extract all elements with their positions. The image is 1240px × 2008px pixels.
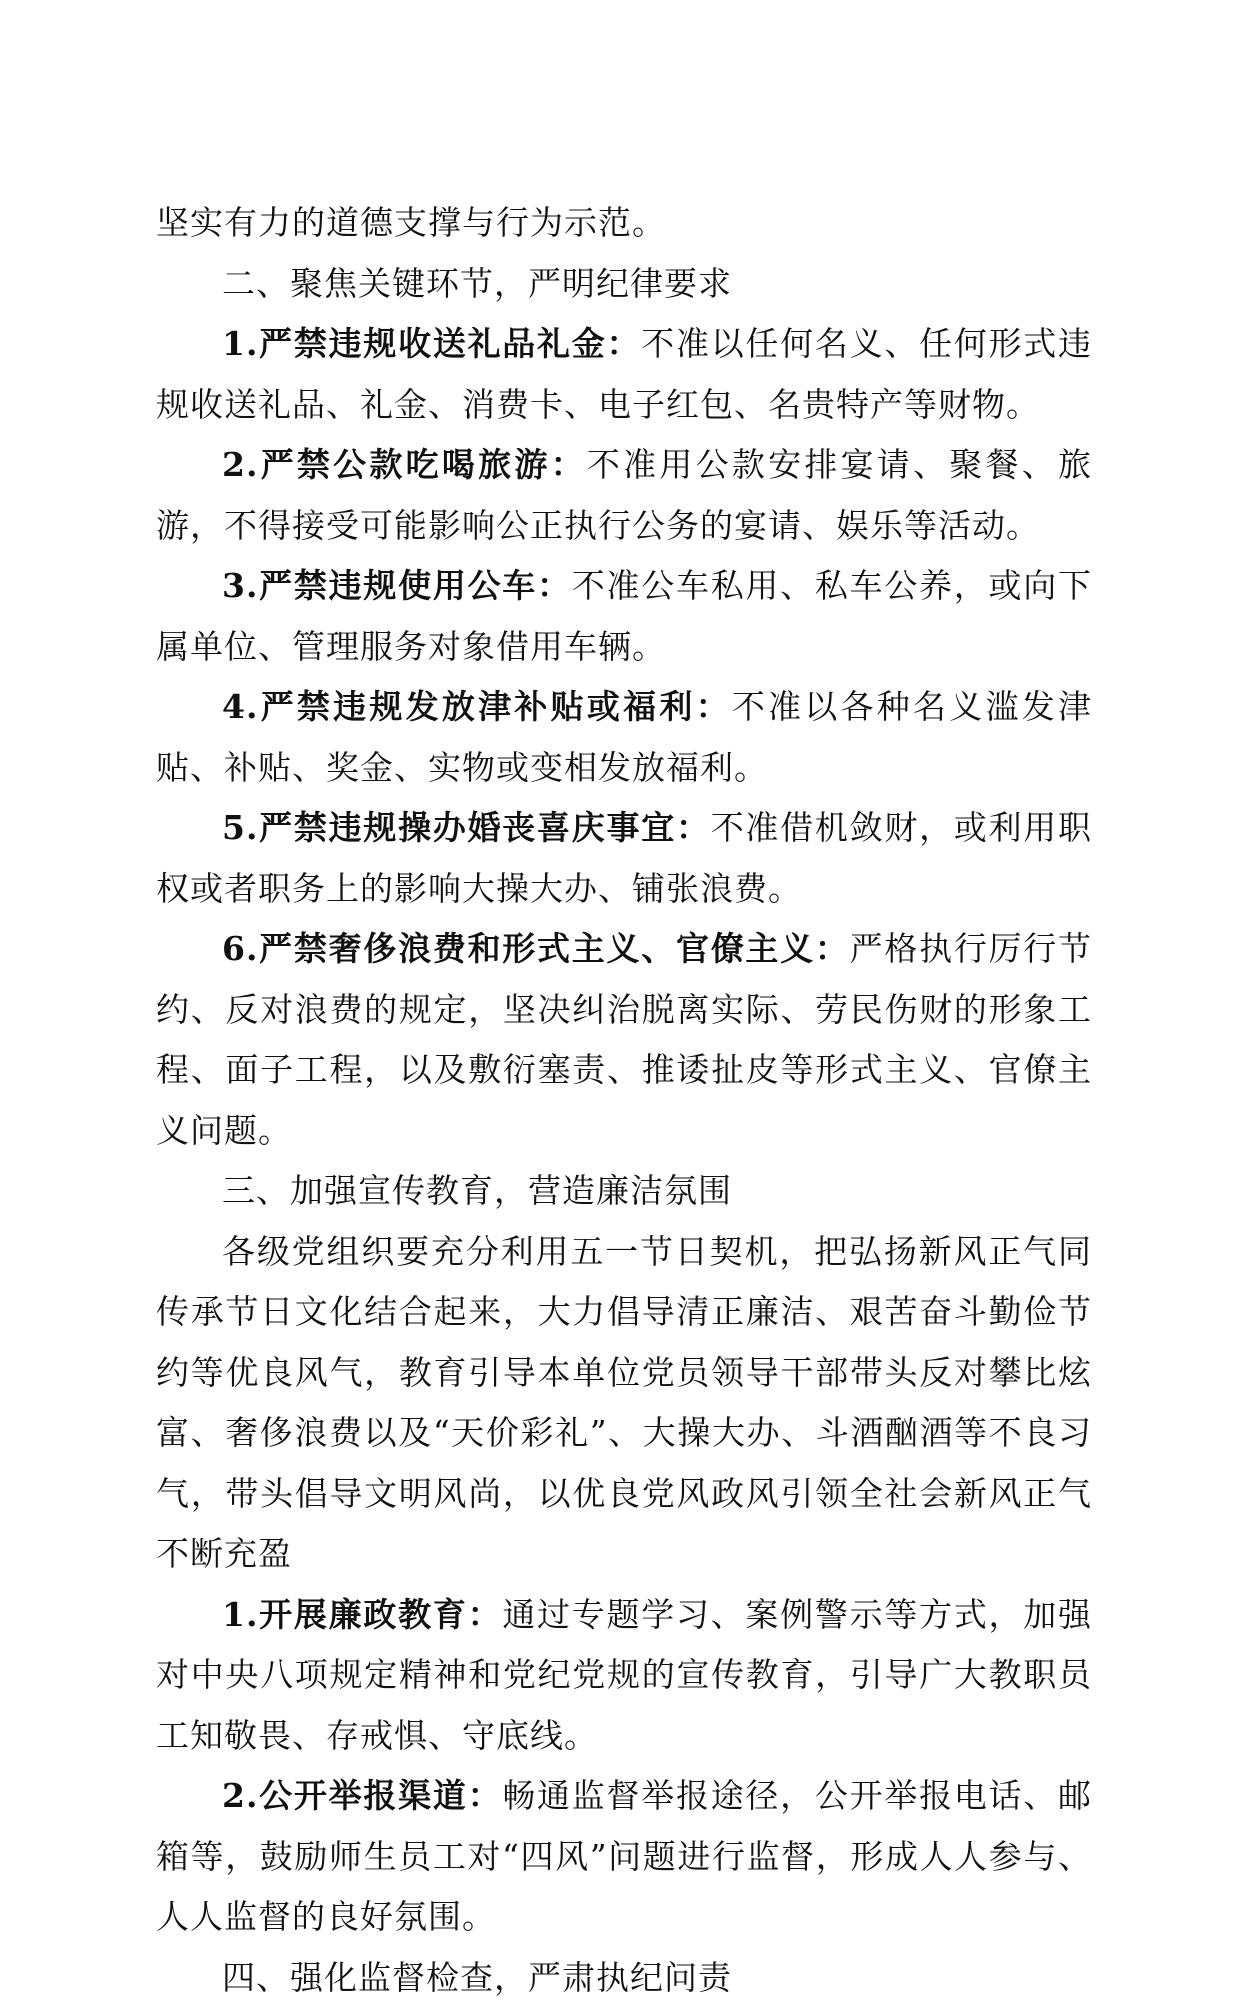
rule-lead: 1.严禁违规收送礼品礼金： bbox=[222, 324, 641, 363]
rule-item-5 bbox=[156, 798, 1092, 919]
measure-lead: 2.公开举报渠道： bbox=[222, 1776, 502, 1815]
rule-text: 不准公车私用、私车公养，或向下属单位、管理服务对象借用车辆。 bbox=[156, 566, 1092, 666]
rule-item-3 bbox=[156, 556, 1092, 677]
rule-lead: 4.严禁违规发放津补贴或福利： bbox=[222, 687, 732, 726]
section-3-intro bbox=[156, 1222, 1092, 1585]
rule-item-2 bbox=[156, 435, 1092, 556]
rule-lead: 5.严禁违规操办婚丧喜庆事宜： bbox=[222, 808, 711, 847]
measure-text: 畅通监督举报途径，公开举报电话、邮箱等，鼓励师生员工对“四风”问题进行监督，形成人人参与、人人监督的良好氛围。 bbox=[156, 1776, 1092, 1936]
paragraph-0 bbox=[156, 193, 1092, 254]
rule-item-1 bbox=[156, 314, 1092, 435]
rule-text: 不准用公款安排宴请、聚餐、旅游，不得接受可能影响公正执行公务的宴请、娱乐等活动。 bbox=[156, 445, 1092, 545]
heading-text: 四、强化监督检查，严肃执纪问责 bbox=[222, 1958, 732, 1997]
heading-text: 三、加强宣传教育，营造廉洁氛围 bbox=[222, 1171, 732, 1210]
rule-item-6 bbox=[156, 919, 1092, 1161]
rule-lead: 2.严禁公款吃喝旅游： bbox=[222, 445, 587, 484]
rule-text: 不准以各种名义滥发津贴、补贴、奖金、实物或变相发放福利。 bbox=[156, 687, 1092, 787]
measure-item-2 bbox=[156, 1766, 1092, 1948]
section-heading-3 bbox=[156, 1161, 1092, 1222]
rule-text: 不准以任何名义、任何形式违规收送礼品、礼金、消费卡、电子红包、名贵特产等财物。 bbox=[156, 324, 1092, 424]
rule-lead: 6.严禁奢侈浪费和形式主义、官僚主义： bbox=[222, 929, 850, 968]
measure-lead: 1.开展廉政教育： bbox=[222, 1595, 502, 1634]
heading-text: 二、聚焦关键环节，严明纪律要求 bbox=[222, 264, 732, 303]
paragraph-text: 坚实有力的道德支撑与行为示范。 bbox=[156, 203, 666, 242]
rule-item-4 bbox=[156, 677, 1092, 798]
paragraph-text: 各级党组织要充分利用五一节日契机，把弘扬新风正气同传承节日文化结合起来，大力倡导清正廉洁、艰苦奋斗勤俭节约等优良风气，教育引导本单位党员领导干部带头反对攀比炫富、奢侈浪费以及“天价彩礼”、大操大办、斗酒酗酒等不良习气，带头倡导文明风尚，以优良党风政风引领全社会新风正气不断充盈 bbox=[156, 1232, 1092, 1574]
section-heading-2 bbox=[156, 254, 1092, 315]
rule-lead: 3.严禁违规使用公车： bbox=[222, 566, 572, 605]
rule-text: 严格执行厉行节约、反对浪费的规定，坚决纠治脱离实际、劳民伤财的形象工程、面子工程，以及敷衍塞责、推诿扯皮等形式主义、官僚主义问题。 bbox=[156, 929, 1092, 1150]
section-heading-4 bbox=[156, 1948, 1092, 2008]
rule-text: 不准借机敛财，或利用职权或者职务上的影响大操大办、铺张浪费。 bbox=[156, 808, 1092, 908]
measure-item-1 bbox=[156, 1585, 1092, 1767]
document-body bbox=[156, 193, 1092, 2008]
measure-text: 通过专题学习、案例警示等方式，加强对中央八项规定精神和党纪党规的宣传教育，引导广大教职员工知敬畏、存戒惧、守底线。 bbox=[156, 1595, 1092, 1755]
